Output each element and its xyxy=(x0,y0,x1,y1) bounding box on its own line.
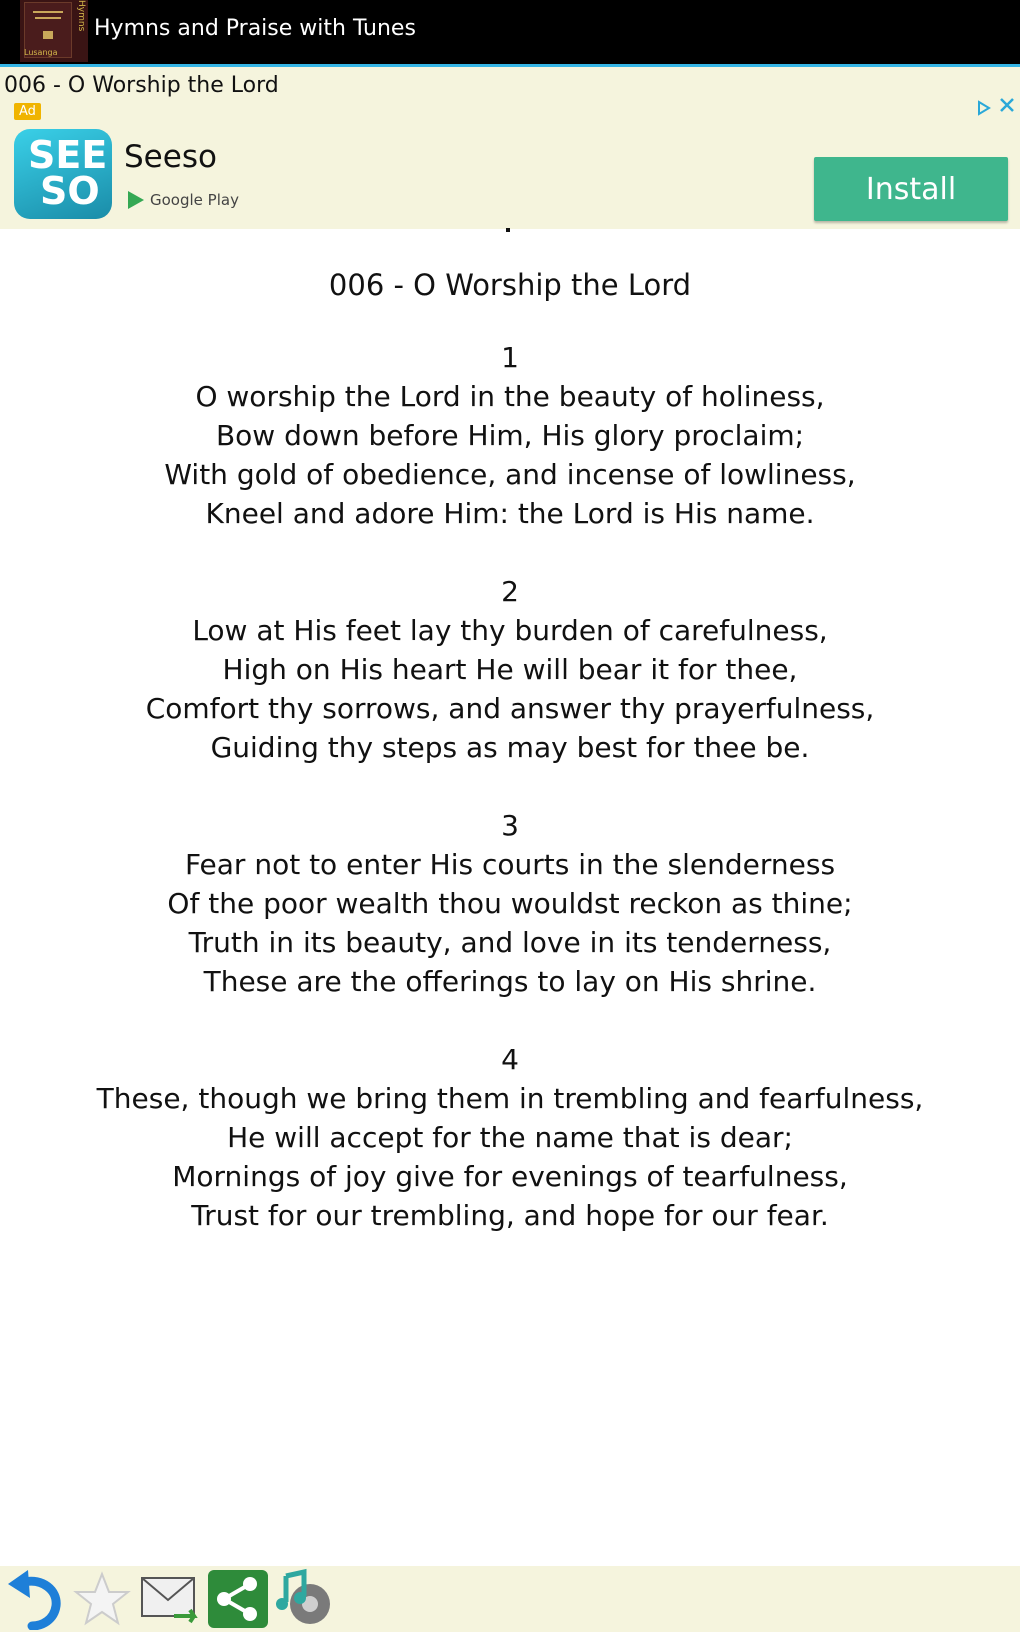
verse xyxy=(0,572,1020,767)
verse-line: Truth in its beauty, and love in its tenderness, xyxy=(188,926,832,959)
verse-line: Trust for our trembling, and hope for our fear. xyxy=(191,1199,829,1232)
verse-line: Mornings of joy give for evenings of tearfulness, xyxy=(172,1160,848,1193)
google-play-label: Google Play xyxy=(150,191,239,209)
verse-line: Comfort thy sorrows, and answer thy prayerfulness, xyxy=(145,692,875,725)
seeso-logo-line1: SEE xyxy=(28,133,108,177)
close-icon[interactable] xyxy=(998,95,1018,117)
verse-number: 3 xyxy=(501,809,519,842)
app-icon-spine-text: Hymns xyxy=(76,0,86,32)
verse-line: Kneel and adore Him: the Lord is His name. xyxy=(205,497,815,530)
verse xyxy=(0,806,1020,1001)
verse-line: High on His heart He will bear it for thee, xyxy=(222,653,798,686)
ad-banner[interactable] xyxy=(0,67,1020,229)
music-icon[interactable] xyxy=(274,1568,338,1630)
google-play-icon xyxy=(128,191,144,209)
verse xyxy=(0,1040,1020,1235)
verse xyxy=(0,338,1020,533)
bottom-toolbar xyxy=(0,1566,1020,1632)
app-icon xyxy=(20,0,88,62)
verse-line: O worship the Lord in the beauty of holiness, xyxy=(195,380,825,413)
ad-app-name[interactable]: Seeso xyxy=(124,139,217,175)
verse-number: 1 xyxy=(501,341,519,374)
verse-line: Guiding thy steps as may best for thee be. xyxy=(210,731,810,764)
verse-line: These are the offerings to lay on His shrine. xyxy=(203,965,817,998)
verse-number: 2 xyxy=(501,575,519,608)
verse-line: Of the poor wealth thou wouldst reckon as thine; xyxy=(167,887,853,920)
verse-line: Fear not to enter His courts in the slenderness xyxy=(184,848,836,881)
scroll-indicator-dot xyxy=(506,228,510,232)
verse-number: 4 xyxy=(501,1043,519,1076)
share-icon[interactable] xyxy=(206,1568,270,1630)
title-bar xyxy=(0,0,1020,64)
undo-icon[interactable] xyxy=(2,1568,66,1630)
app-icon-bottom-text: Lusanga xyxy=(24,48,58,57)
verse-line: He will accept for the name that is dear; xyxy=(227,1121,793,1154)
adchoices-icon[interactable] xyxy=(975,99,997,117)
verse-line: With gold of obedience, and incense of lowliness, xyxy=(164,458,856,491)
install-button[interactable]: Install xyxy=(814,157,1008,221)
hymn-label: 006 - O Worship the Lord xyxy=(4,73,279,98)
star-icon[interactable] xyxy=(70,1568,134,1630)
email-icon[interactable] xyxy=(138,1568,202,1630)
verse-line: Low at His feet lay thy burden of carefulness, xyxy=(192,614,828,647)
seeso-logo[interactable] xyxy=(14,129,112,219)
app-title: Hymns and Praise with Tunes xyxy=(94,16,416,41)
lyrics-content xyxy=(0,262,1020,1274)
song-title: 006 - O Worship the Lord xyxy=(328,268,692,302)
verse-line: These, though we bring them in trembling and fearfulness, xyxy=(96,1082,924,1115)
verse-line: Bow down before Him, His glory proclaim; xyxy=(215,419,805,452)
ad-badge: Ad xyxy=(14,103,41,120)
seeso-logo-line2: SO xyxy=(40,169,100,213)
